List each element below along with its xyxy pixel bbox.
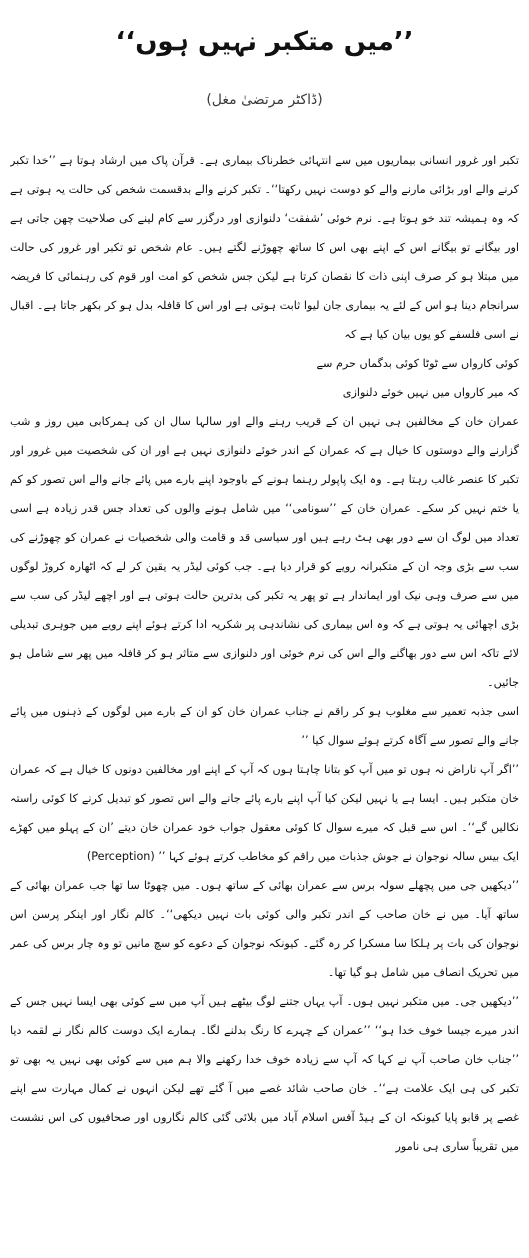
article-author: (ڈاکٹر مرتضیٰ مغل) [206,92,323,108]
article-body [10,146,519,1252]
paragraph-3: اسی جذبہ تعمیر سے مغلوب ہو کر راقم نے جناب عمران خان کو ان کے بارے میں لوگوں کے ذہنوں میں پائے جانے والے تصور سے آگاہ کرتے ہوئے سوال کیا ’’ [10,705,519,747]
paragraph-2: عمران خان کے مخالفین ہی نہیں ان کے قریب رہنے والے اور سالہا سال ان کی ہمرکابی میں روز و شب گزارنے والے دوستوں کا خیال ہے کہ عمران کے اندر خوئے دلنوازی نہیں ہے اور ان کی شخصیت میں غرور اور تکبر کا عنصر غالب رہتا ہے۔ وہ ایک پاپولر رہنما ہونے کے باوجود اپنے بارے میں پائے جانے والے اس تصور کو کم یا ختم نہیں کر سکے۔ عمران خان کے ’’سونامی‘‘ میں شامل ہونے والوں کی تعداد جس قدر زیادہ ہے اسی تعداد میں لوگ ان سے دور بھی ہٹ رہے ہیں اور سیاسی قد و قامت والی شخصیات نے عمران کو چھوڑنے کی سب سے بڑی وجہ ان کے متکبرانہ رویے کو قرار دیا ہے۔ جب کوئی لیڈر یہ یقین کر لے کہ اٹھارہ کروڑ لوگوں میں سے صرف وہی نیک اور ایماندار ہے تو پھر یہ تکبر کی بدترین حالت ہوتی ہے اور اچھے لیڈر کی سب سے بڑی اچھائی یہ ہوتی ہے کہ وہ اس بیماری کی نشاندہی پر شکریہ ادا کرتے ہوئے اپنے رویے میں جوہری تبدیلی لائے تاکہ اس سے دور بھاگنے والے اس کی نرم خوئی اور دلنوازی سے متاثر ہو کر قافلہ میں پھر سے شامل ہو جائیں۔ [10,415,519,689]
paragraph-6: ’’دیکھیں جی۔ میں متکبر نہیں ہوں۔ آپ یہاں جتنے لوگ بیٹھے ہیں آپ میں سے کوئی بھی ایسا نہیں جس کے اندر میرے جیسا خوف خدا ہو‘‘ ’’عمران کے چہرے کا رنگ بدلنے لگا۔ ہمارے ایک دوست کالم نگار نے لقمہ دیا ’’جناب خان صاحب آپ نے کہا کہ آپ سے زیادہ خوف خدا رکھنے والا ہم میں سے کوئی بھی نہیں یہ بھی تو تکبر کی ہی ایک علامت ہے‘‘۔ خان صاحب شائد غصے میں آ گئے تھے لیکن انہوں نے کمال مہارت سے اپنے غصے پر قابو پایا کیونکہ ان کے ہیڈ آفس اسلام آباد میں بلائی گئی کالم نگاروں اور صحافیوں کی اس نشست میں تقریباً ساری ہی نامور [10,995,519,1153]
paragraph-1: تکبر اور غرور انسانی بیماریوں میں سے انتہائی خطرناک بیماری ہے۔ قرآن پاک میں ارشاد ہوتا ہے ’’خدا تکبر کرنے والے اور بڑائی مارنے والے کو دوست نہیں رکھتا‘‘۔ تکبر کرنے والے بدقسمت شخص کی حالت یہ ہوتی ہے کہ وہ ہمیشہ تند خو ہوتا ہے۔ نرم خوئی ’شفقت‘ دلنوازی اور درگزر سے کام لینے کی صلاحیت چھن جاتی ہے اور بیگانے تو بیگانے اس کے اپنے بھی اس کا ساتھ چھوڑنے لگتے ہیں۔ عام شخص تو تکبر اور غرور کی حالت میں مبتلا ہو کر صرف اپنی ذات کا نقصان کرتا ہے لیکن جس شخص کو امت اور قوم کی رہنمائی کا فریضہ سرانجام دینا ہو اس کے لئے یہ بیماری جان لیوا ثابت ہوتی ہے اور اس کا قافلہ بدل ہو کر بکھر جاتا ہے۔ اقبال نے اسی فلسفے کو یوں بیان کیا ہے کہ [10,154,519,341]
article-title: ’’میں متکبر نہیں ہوں‘‘ [115,27,414,57]
paragraph-4 [10,755,519,871]
verse-line-2: کہ میر کارواں میں نہیں خوئے دلنوازی [342,386,519,399]
perception-term: (Perception) [86,850,155,863]
paragraph-5: ’’دیکھیں جی میں پچھلے سولہ برس سے عمران بھائی کے ساتھ ہوں۔ میں چھوٹا سا تھا جب عمران بھائی کے ساتھ آیا۔ میں نے خان صاحب کے اندر تکبر والی کوئی بات نہیں دیکھی‘‘۔ کالم نگار اور اینکر پرسن اس نوجوان کی بات پر ہلکا سا مسکرا کر رہ گئے۔ کیونکہ نوجوان کے دعوے کو سچ مانیں تو وہ چار برس کی عمر میں تحریک انصاف میں شامل ہو گیا تھا۔ [10,879,519,979]
paragraph-4-text: ’’اگر آپ ناراض نہ ہوں تو میں آپ کو بتانا چاہتا ہوں کہ آپ کے اپنے اور مخالفین دونوں کا خیال ہے کہ عمران خان متکبر ہیں۔ ایسا ہے یا نہیں لیکن کیا آپ اپنے بارے پائے جانے والے اس تصور کو تبدیل کرنے کا کوئی راستہ نکالیں گے‘‘۔ اس سے قبل کہ میرے سوال کا کوئی معقول جواب خود عمران خان دیتے ’ان کے پہلو میں کھڑے ایک بیس سالہ نوجوان نے جوش جذبات میں راقم کو مخاطب کرتے ہوئے کہا ’’ [10,763,519,863]
verse-line-1: کوئی کارواں سے ٹوٹا کوئی بدگماں حرم سے [316,357,519,370]
